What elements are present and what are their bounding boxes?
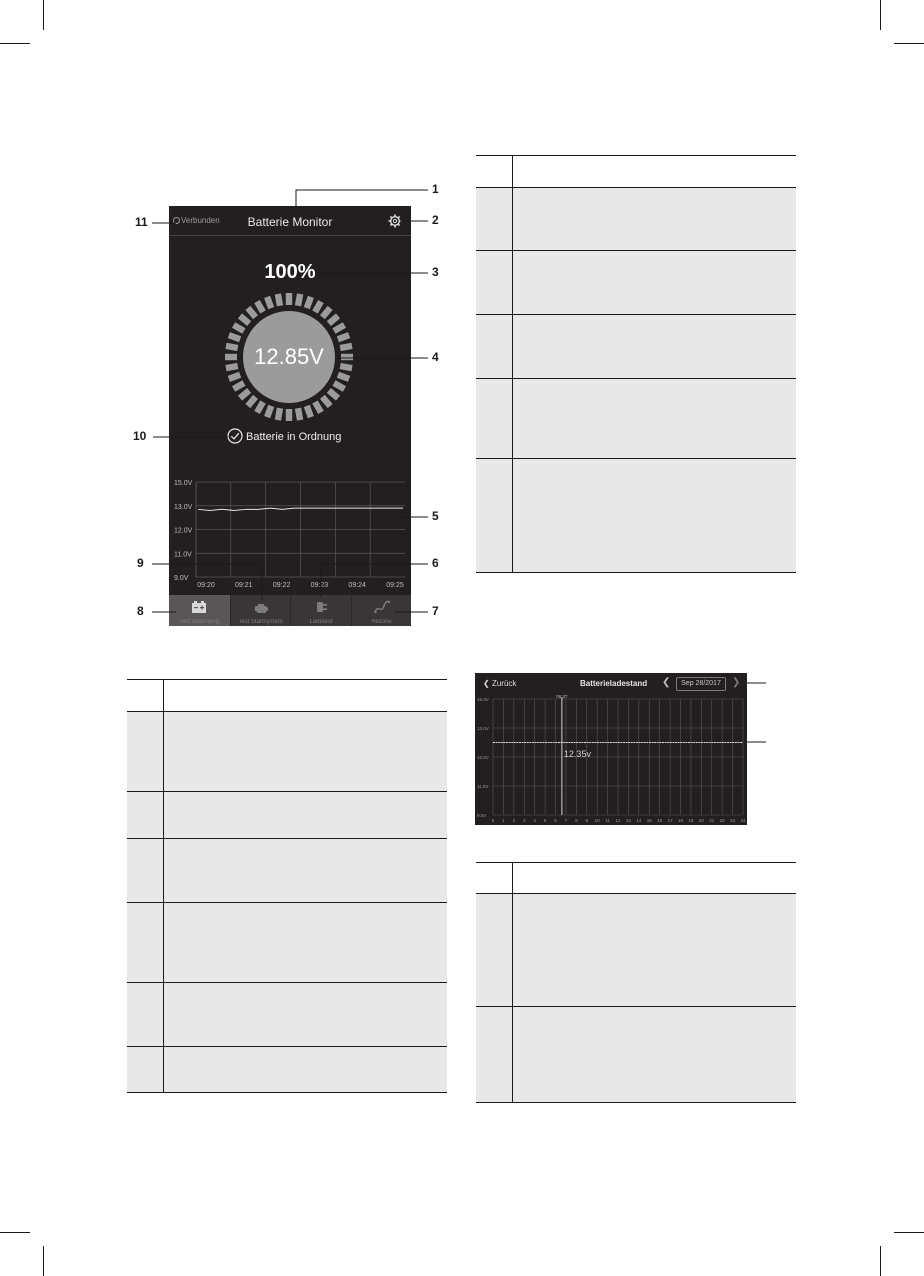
table-divider — [163, 680, 164, 1092]
tab-label: Test Spannung — [178, 619, 220, 625]
y-tick-label: 9.0V — [174, 575, 189, 582]
callout-2: 2 — [432, 213, 439, 227]
y-tick-label: 11.0V — [477, 784, 489, 789]
y-tick-label: 13.0V — [174, 503, 193, 511]
x-tick-label: 17 — [667, 818, 673, 823]
y-tick-label: 15.0V — [174, 480, 193, 487]
app-title: Batterie Monitor — [247, 215, 333, 229]
callout-11: 11 — [135, 215, 148, 229]
x-tick-label: 16 — [657, 818, 663, 823]
table-row — [476, 458, 796, 572]
next-date-button[interactable]: ❯ — [732, 677, 741, 688]
x-tick-label: 6 — [554, 818, 557, 823]
legend-table-bottom — [476, 862, 796, 1103]
table-header-row — [127, 680, 447, 711]
x-tick-label: 12 — [615, 818, 621, 823]
legend-table-left — [127, 679, 447, 1093]
x-tick-label: 3 — [522, 818, 526, 823]
x-tick-label: 11 — [605, 818, 610, 823]
y-tick-label: 15.0V — [477, 697, 489, 702]
callout-4: 4 — [432, 350, 439, 364]
x-tick-label: 4 — [533, 818, 536, 823]
x-tick-label: 09:23 — [310, 582, 329, 589]
x-tick-label: 09:25 — [386, 582, 404, 589]
callout-10: 10 — [133, 429, 147, 443]
x-tick-label: 8 — [575, 818, 578, 823]
table-row — [476, 1006, 796, 1102]
table-row — [476, 250, 796, 314]
tab-label: Ladetest — [309, 619, 333, 625]
table-header-row — [476, 863, 796, 893]
cursor-time-label: 06:37 — [556, 694, 568, 699]
connection-label: Verbunden — [181, 216, 220, 225]
x-tick-label: 9 — [585, 818, 589, 823]
voltage-value: 12.85V — [254, 344, 324, 369]
x-tick-label: 14 — [636, 818, 642, 823]
table-row — [127, 838, 447, 902]
x-tick-label: 19 — [688, 818, 694, 823]
legend-table-top — [476, 155, 796, 573]
y-tick-label: 12.0V — [477, 755, 489, 760]
history-screenshot — [475, 673, 747, 825]
history-title: Batterieladestand — [580, 679, 648, 688]
charge-percent: 100% — [264, 261, 316, 283]
table-row — [127, 791, 447, 838]
callout-7: 7 — [432, 604, 439, 618]
x-tick-label: 24 — [740, 818, 746, 823]
x-tick-label: 22 — [719, 818, 725, 823]
y-tick-label: 12.0V — [174, 527, 193, 535]
back-button[interactable]: ❮ Zurück — [483, 679, 517, 688]
x-tick-label: 0 — [491, 818, 495, 823]
x-tick-label: 21 — [709, 818, 715, 823]
callout-6: 6 — [432, 556, 439, 570]
y-tick-label: 9.0V — [477, 813, 487, 818]
table-row — [476, 378, 796, 458]
y-tick-label: 11.0V — [174, 551, 192, 559]
table-row — [476, 893, 796, 1006]
callout-9: 9 — [137, 556, 144, 570]
back-label: Zurück — [491, 679, 517, 688]
tab-label: Historie — [371, 619, 392, 625]
x-tick-label: 13 — [625, 818, 631, 823]
callout-3: 3 — [432, 265, 439, 279]
x-tick-label: 23 — [730, 818, 736, 823]
x-tick-label: 1 — [502, 818, 505, 823]
x-tick-label: 09:24 — [348, 582, 366, 589]
y-tick-label: 13.0V — [477, 726, 489, 731]
table-row — [476, 314, 796, 378]
x-tick-label: 7 — [564, 818, 568, 823]
x-tick-label: 2 — [512, 818, 516, 823]
callout-5: 5 — [432, 509, 439, 523]
callout-8: 8 — [137, 604, 144, 618]
callout-1: 1 — [432, 182, 439, 196]
history-chart — [475, 693, 747, 825]
table-row — [127, 1046, 447, 1092]
table-row — [127, 711, 447, 791]
x-tick-label: 10 — [594, 818, 600, 823]
cursor-value-label: 12.35v — [563, 748, 591, 759]
x-tick-label: 09:20 — [197, 582, 215, 589]
table-row — [127, 902, 447, 982]
x-tick-label: 5 — [543, 818, 547, 823]
table-row — [127, 982, 447, 1046]
table-divider — [512, 863, 513, 1102]
status-text: Batterie in Ordnung — [246, 431, 342, 443]
x-tick-label: 15 — [646, 818, 652, 823]
table-row — [476, 187, 796, 250]
x-tick-label: 18 — [677, 818, 684, 823]
x-tick-label: 20 — [698, 818, 704, 823]
x-tick-label: 09:22 — [272, 582, 291, 589]
table-header-row — [476, 156, 796, 187]
prev-date-button[interactable]: ❮ — [662, 677, 671, 688]
date-selector[interactable]: Sep 28/2017 — [676, 677, 726, 691]
x-tick-label: 09:21 — [235, 582, 253, 589]
table-divider — [512, 156, 513, 572]
tab-label: Test Startsystem — [238, 619, 283, 625]
